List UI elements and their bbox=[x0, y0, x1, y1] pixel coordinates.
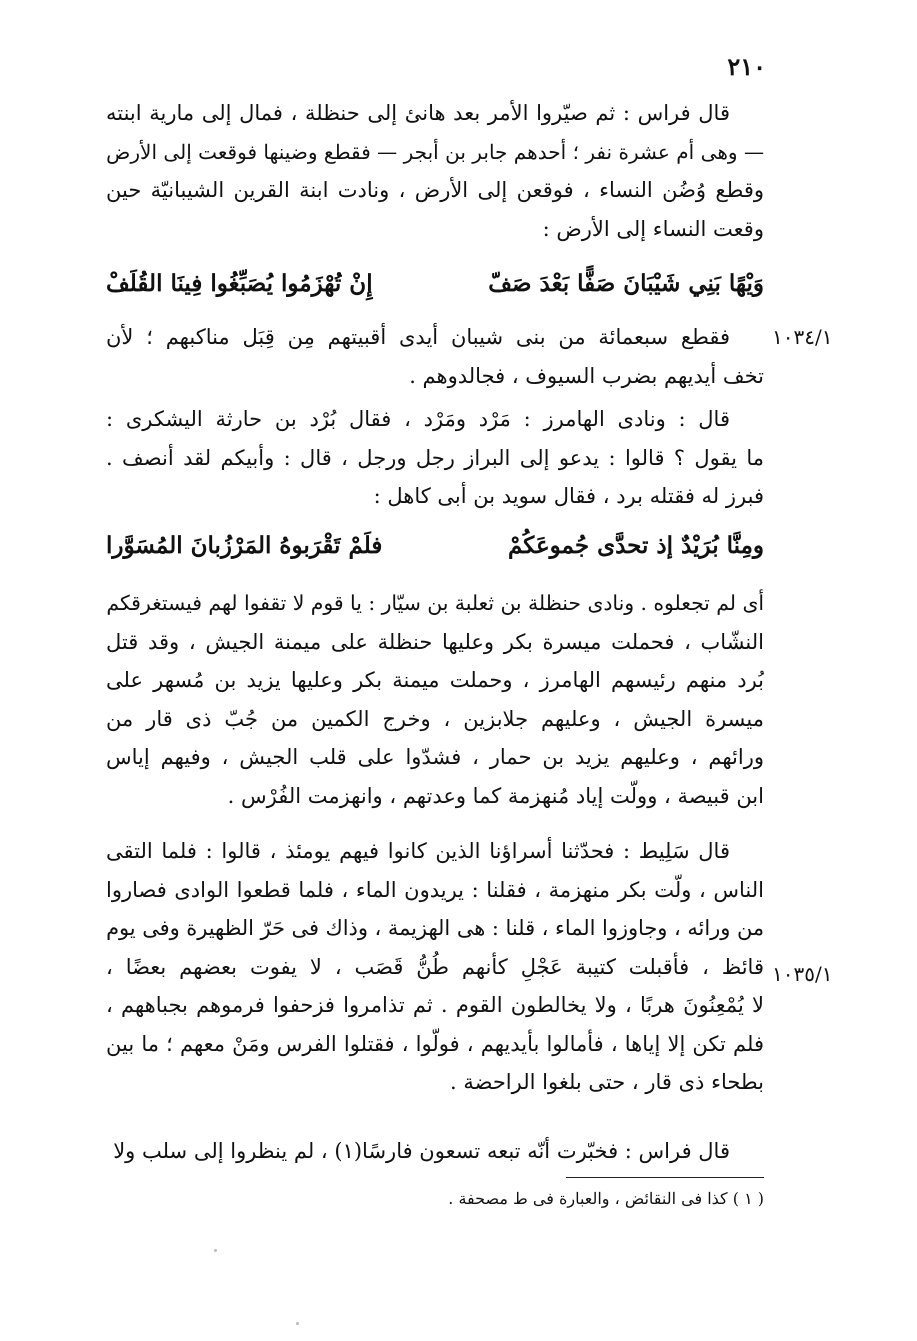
verse-1 bbox=[106, 270, 764, 297]
paragraph-1 bbox=[106, 94, 764, 248]
verse-hemistich-left: فلَمْ تَقْرَبوهُ المَرْزُبانَ المُسَوَّرا bbox=[106, 532, 383, 559]
verse-2 bbox=[106, 532, 764, 559]
footnote: ( ١ ) كذا فى النقائض ، والعبارة فى ط مصحفة . bbox=[448, 1189, 764, 1208]
paragraph-6 bbox=[106, 1132, 764, 1171]
margin-reference-2: ١٠٣٥/١ bbox=[772, 962, 833, 986]
scan-speck bbox=[296, 1322, 299, 1325]
text-line: وقعت النساء إلى الأرض : bbox=[542, 216, 764, 241]
paragraph-3 bbox=[106, 400, 764, 516]
paragraph-2 bbox=[106, 318, 764, 395]
text-line: النشّاب ، فحملت ميسرة بكر وعليها حنظلة على ميمنة الجيش ، وقد قتل bbox=[106, 629, 764, 654]
verse-hemistich-right: ومِنَّا بُرَيْدٌ إذ تحدَّى جُموعَكُمْ bbox=[507, 532, 764, 559]
text-line: من ورائه ، وجاوزوا الماء ، قلنا : هى الهزيمة ، وذاك فى حَرّ الظهيرة وفى يوم bbox=[106, 916, 764, 940]
text-line: وقطع وُضُن النساء ، فوقعن إلى الأرض ، ونادت ابنة القرين الشيبانيّة حين bbox=[106, 178, 764, 202]
text-line: قال فراس : فخبّرت أنّه تبعه تسعون فارسًا(١) ، لم ينظروا إلى سلب ولا bbox=[113, 1139, 730, 1163]
text-line: فلم تكن إلا إياها ، فأمالوا بأيديهم ، فولّوا ، فقتلوا الفرس ومَنْ معهم ؛ ما بين bbox=[106, 1031, 764, 1056]
text-line: ورائهم ، وعليهم يزيد بن حمار ، فشدّوا على قلب الجيش ، وفيهم إياس bbox=[106, 745, 764, 769]
text-line: ميسرة الجيش ، وعليهم جلابزين ، وخرج الكمين من جُبّ ذى قار من bbox=[106, 706, 764, 731]
text-line: لا يُمْعِنُونَ هربًا ، ولا يخالطون القوم . ثم تذامروا فزحفوا فرموهم بجباههم ، bbox=[106, 993, 764, 1017]
paragraph-5 bbox=[106, 832, 764, 1102]
text-line: الناس ، ولّت بكر منهزمة ، فقلنا : يريدون الماء ، فلما قطعوا الوادى فصاروا bbox=[106, 877, 764, 902]
text-line: بُرد منهم رئيسهم الهامرز ، وحملت ميمنة بكر وعليها يزيد بن مُسهر على bbox=[106, 668, 764, 692]
text-line: تخف أيديهم بضرب السيوف ، فجالدوهم . bbox=[409, 363, 764, 388]
verse-hemistich-left: إِنْ تُهْزَمُوا يُصَبِّغُوا فِينَا القُلَفْ bbox=[106, 270, 373, 297]
margin-reference-1: ١٠٣٤/١ bbox=[772, 325, 833, 349]
text-line: أى لم تجعلوه . ونادى حنظلة بن ثعلبة بن سيّار : يا قوم لا تقفوا لهم فيستغرقكم bbox=[106, 591, 764, 615]
text-line: ابن قبيصة ، وولّت إياد مُنهزمة كما وعدتهم ، وانهزمت الفُرْس . bbox=[227, 783, 764, 808]
text-line: فبرز له فقتله برد ، فقال سويد بن أبى كاهل : bbox=[373, 484, 764, 508]
scan-speck bbox=[214, 1249, 217, 1252]
text-line: قال : ونادى الهامرز : مَرْد ومَرْد ، فقال بُرْد بن حارثة اليشكرى : bbox=[106, 407, 730, 431]
page-number: ٢١٠ bbox=[727, 52, 766, 81]
text-line: ما يقول ؟ قالوا : يدعو إلى البراز رجل ورجل ، قال : وأبيكم لقد أنصف . bbox=[106, 445, 764, 470]
text-line: فقطع سبعمائة من بنى شيبان أيدى أقبيتهم مِن قِبَل مناكبهم ؛ لأن bbox=[106, 325, 730, 349]
verse-hemistich-right: وَيْهًا بَنِي شَيْبَانَ صَفًّا بَعْدَ صَفّ bbox=[488, 270, 764, 297]
text-line: قال سَلِيط : فحدّثنا أسراؤنا الذين كانوا فيهم يومئذ ، قالوا : فلما التقى bbox=[106, 839, 730, 863]
footnote-rule bbox=[566, 1177, 764, 1178]
text-line: قال فراس : ثم صيّروا الأمر بعد هانئ إلى حنظلة ، فمال إلى مارية ابنته bbox=[106, 101, 730, 125]
text-line: قائظ ، فأقبلت كتيبة عَجْلِ كأنهم طُنُّ قَصَب ، لا يفوت بعضهم بعضًا ، bbox=[106, 954, 764, 979]
paragraph-4 bbox=[106, 584, 764, 815]
text-line: بطحاء ذى قار ، حتى بلغوا الراحضة . bbox=[450, 1070, 764, 1094]
text-line: — وهى أم عشرة نفر ؛ أحدهم جابر بن أبجر — فقطع وضينها فوقعت إلى الأرض bbox=[106, 139, 764, 164]
